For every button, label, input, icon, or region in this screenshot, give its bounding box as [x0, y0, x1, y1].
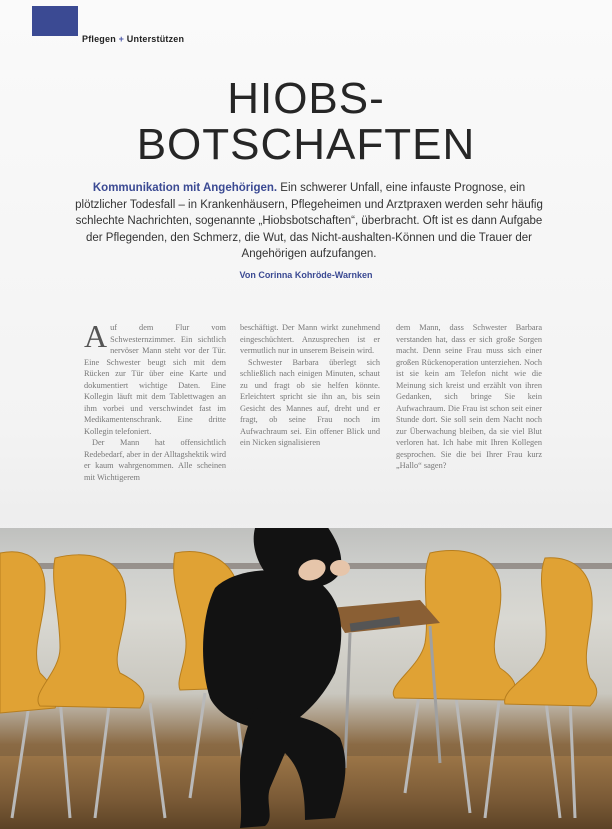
section-secondary: Unterstützen: [126, 34, 185, 44]
author-byline: Von Corinna Kohröde-Warnken: [239, 270, 373, 280]
article-paragraph: dem Mann, dass Schwester Barbara verstanden hat, dass er sich große Sorgen macht. Denn seine Frau muss sich einer großen Rückenoperation unterziehen. Noch ist sie kein am Telefon nicht wie die Meinung sich kreist und erzählt von ihren Gedanken, sich bringe Sie kein Aufwachraum. Die Frau ist schon seit einer Stunde dort. Sie soll sein dem Nacht noch zur Überwachung bleiben, da sie viel Blut verloren hat. Ich habe mit Ihren Kollegen gesprochen. Sie die bei Ihrer Frau kurz „Hallo“ sagen?: [396, 323, 542, 470]
headline-line-1: HIOBS-: [227, 74, 385, 123]
article-photo: [0, 528, 612, 829]
article-paragraph: Auf dem Flur vom Schwesternzimmer. Ein sichtlich nervöser Mann steht vor der Tür. Eine Schwester beugt sich mit dem Rücken zur Tür über eine Karte und dokumentiert wichtige Daten. Eine Kollegin läuft mit dem Tablettwagen an ihm vorbei und verschwindet fast im Medikamentenschrank. Eine dritte Kollegin telefoniert.: [84, 318, 226, 436]
section-primary: Pflegen: [82, 34, 116, 44]
article-column-3: [396, 322, 542, 472]
lead-paragraph: [72, 180, 546, 263]
lead-text: Ein schwerer Unfall, eine infauste Prognose, ein plötzlicher Todesfall – in Krankenhäusern, Pflegeheimen und Arztpraxen werden sehr häufig schlechte Nachrichten, sogenannte „Hiobsbotschaften“, überbracht. Oft ist es dann Aufgabe der Pflegenden, den Schmerz, die Wut, das Nicht-aushalten-Können und die Trauer der Angehörigen aufzufangen.: [75, 182, 543, 260]
waiting-room-scene: [0, 528, 612, 829]
article-paragraph: Der Mann hat offensichtlich Redebedarf, aber in der Alltagshektik wird er kaum wahrgenommen. Alle scheinen mit Wichtigerem: [84, 438, 226, 482]
article-column-1: [84, 318, 226, 483]
section-tag: [82, 34, 184, 44]
header-bar: [0, 0, 612, 36]
article-column-2: [240, 322, 380, 449]
section-color-block: [32, 6, 78, 36]
headline-line-2: BOTSCHAFTEN: [136, 120, 476, 169]
article-paragraph: Schwester Barbara überlegt sich schließlich nach einigen Minuten, schaut zu und fragt ob sie helfen könnte. Erleichtert spricht sie ihn an, bis sein Gesicht des Mannes auf, dreht und er fragt, ob seine Frau noch im Aufwachraum sei. Ein offener Blick und ein Nicken signalisieren: [240, 357, 380, 447]
lead-keyword: Kommunikation mit Angehörigen.: [92, 182, 278, 194]
section-separator: +: [118, 34, 125, 44]
drop-cap: A: [84, 318, 108, 354]
article-paragraph: beschäftigt. Der Mann wirkt zunehmend eingeschüchtert. Anzusprechen ist er vermutlich nur in unserem Beisein wird.: [240, 323, 380, 355]
